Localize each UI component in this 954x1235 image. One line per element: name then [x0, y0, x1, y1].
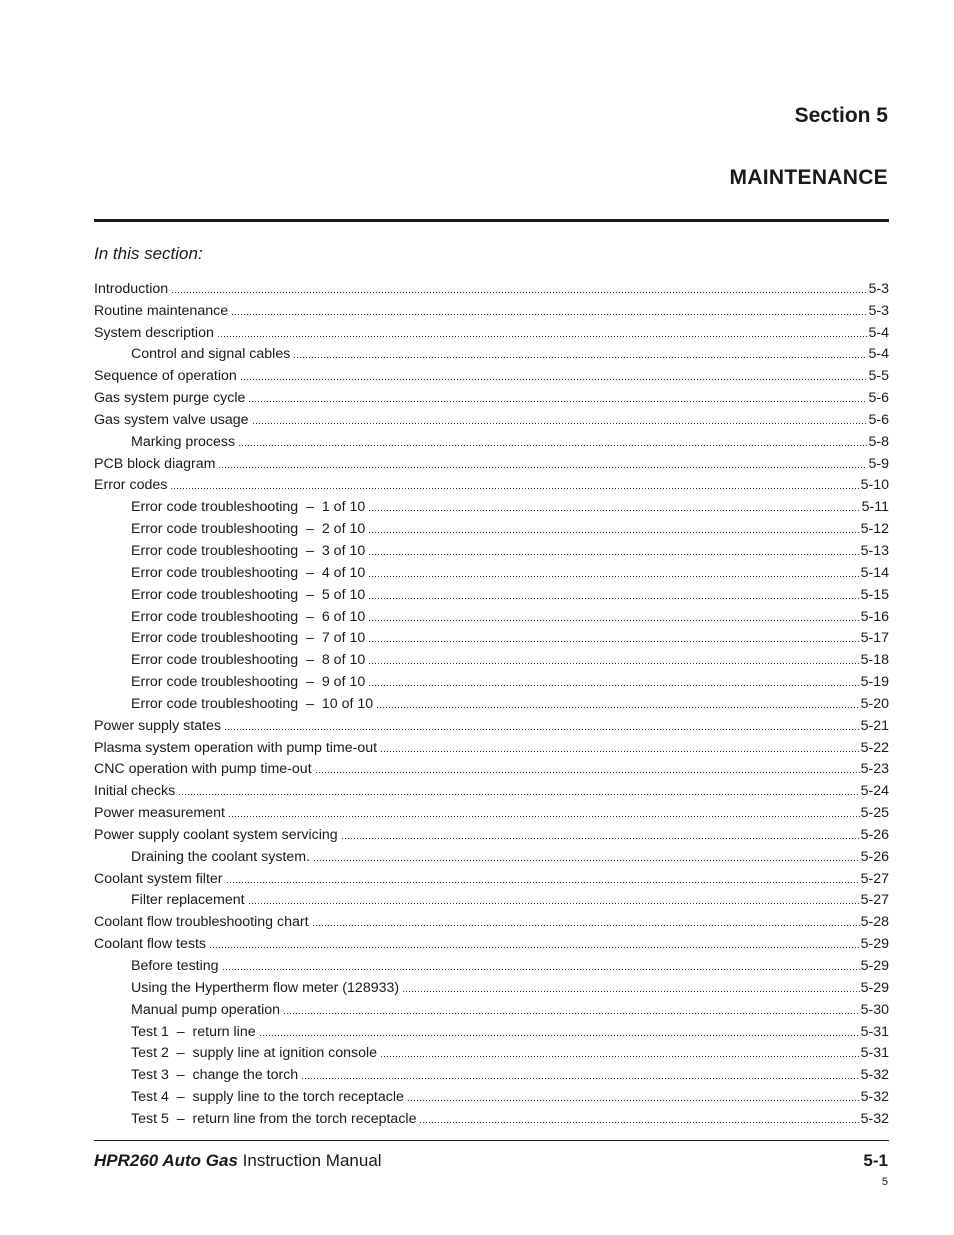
toc-entry-page: 5-13 — [860, 542, 889, 559]
dot-leader — [218, 455, 867, 469]
toc-entry-title: Error code troubleshooting – 10 of 10 — [131, 695, 374, 712]
dot-leader — [380, 1044, 860, 1058]
dot-leader — [252, 411, 868, 425]
footer-page-ref: 5-1 — [863, 1151, 888, 1170]
dot-leader — [419, 1110, 859, 1124]
toc-entry[interactable] — [94, 494, 889, 516]
toc-entry[interactable] — [94, 1062, 889, 1084]
toc-entry-title: Test 3 – change the torch — [131, 1067, 299, 1084]
toc-entry[interactable] — [94, 975, 889, 997]
toc-entry-page: 5-18 — [860, 652, 889, 669]
dot-leader — [402, 979, 859, 993]
toc-entry[interactable] — [94, 582, 889, 604]
dot-leader — [224, 717, 860, 731]
toc-entry[interactable] — [94, 669, 889, 691]
dot-leader — [293, 345, 867, 359]
toc-entry-page: 5-14 — [860, 564, 889, 581]
toc-entry-title: Error code troubleshooting – 1 of 10 — [131, 499, 366, 516]
dot-leader — [226, 870, 860, 884]
table-of-contents — [94, 276, 889, 1128]
toc-entry-title: Test 2 – supply line at ignition console — [131, 1045, 378, 1062]
toc-entry-title: Error code troubleshooting – 9 of 10 — [131, 674, 366, 691]
toc-entry-title: Error code troubleshooting – 6 of 10 — [131, 608, 366, 625]
dot-leader — [217, 324, 868, 338]
toc-entry[interactable] — [94, 320, 889, 342]
toc-entry-page: 5-10 — [860, 477, 889, 494]
toc-entry-page: 5-32 — [860, 1067, 889, 1084]
toc-entry[interactable] — [94, 473, 889, 495]
toc-entry-page: 5-29 — [860, 936, 889, 953]
toc-entry-page: 5-32 — [860, 1089, 889, 1106]
dot-leader — [301, 1066, 859, 1080]
toc-entry[interactable] — [94, 407, 889, 429]
toc-entry[interactable] — [94, 735, 889, 757]
toc-entry-title: CNC operation with pump time-out — [94, 761, 312, 778]
toc-entry[interactable] — [94, 626, 889, 648]
toc-entry-page: 5-26 — [860, 826, 889, 843]
toc-entry-page: 5-25 — [860, 805, 889, 822]
toc-entry-title: Test 4 – supply line to the torch receptacle — [131, 1089, 404, 1106]
toc-entry-page: 5-23 — [860, 761, 889, 778]
intro-label: In this section: — [94, 244, 203, 263]
toc-entry[interactable] — [94, 647, 889, 669]
toc-entry[interactable] — [94, 451, 889, 473]
toc-entry-page: 5-17 — [860, 630, 889, 647]
dot-leader — [248, 891, 860, 905]
toc-entry[interactable] — [94, 1041, 889, 1063]
toc-entry-title: Control and signal cables — [131, 346, 291, 363]
toc-entry-page: 5-32 — [860, 1110, 889, 1127]
dot-leader — [171, 280, 867, 294]
toc-entry[interactable] — [94, 1019, 889, 1041]
toc-entry[interactable] — [94, 822, 889, 844]
dot-leader — [368, 542, 859, 556]
dot-leader — [312, 913, 860, 927]
toc-entry-title: PCB block diagram — [94, 455, 216, 472]
toc-entry[interactable] — [94, 997, 889, 1019]
dot-leader — [376, 695, 859, 709]
dot-leader — [228, 804, 860, 818]
dot-leader — [341, 826, 860, 840]
dot-leader — [209, 935, 860, 949]
dot-leader — [368, 608, 859, 622]
dot-leader — [407, 1088, 860, 1102]
toc-entry-title: Draining the coolant system. — [131, 848, 311, 865]
toc-entry[interactable] — [94, 953, 889, 975]
toc-entry[interactable] — [94, 866, 889, 888]
toc-entry-title: System description — [94, 324, 214, 341]
dot-leader — [368, 498, 860, 512]
dot-leader — [231, 302, 867, 316]
toc-entry-page: 5-27 — [860, 892, 889, 909]
header-rule — [94, 219, 889, 222]
toc-entry-page: 5-4 — [868, 346, 889, 363]
dot-leader — [368, 629, 859, 643]
toc-entry[interactable] — [94, 1106, 889, 1128]
toc-entry-title: Manual pump operation — [131, 1001, 281, 1018]
toc-entry[interactable] — [94, 363, 889, 385]
toc-entry-title: Error code troubleshooting – 3 of 10 — [131, 542, 366, 559]
dot-leader — [368, 564, 859, 578]
toc-entry-page: 5-20 — [860, 695, 889, 712]
toc-entry-page: 5-4 — [868, 324, 889, 341]
toc-entry-title: Power measurement — [94, 805, 225, 822]
toc-entry-title: Test 5 – return line from the torch receptacle — [131, 1110, 417, 1127]
toc-entry[interactable] — [94, 538, 889, 560]
dot-leader — [313, 848, 860, 862]
toc-entry-title: Routine maintenance — [94, 302, 229, 319]
toc-entry-title: Before testing — [131, 958, 219, 974]
dot-leader — [368, 520, 859, 534]
toc-entry-title: Gas system purge cycle — [94, 390, 246, 407]
toc-entry-page: 5-12 — [860, 521, 889, 538]
toc-entry-title: Coolant system filter — [94, 870, 223, 887]
page-number: 5 — [881, 1176, 888, 1188]
toc-entry-page: 5-26 — [860, 848, 889, 865]
toc-entry-title: Using the Hypertherm flow meter (128933) — [131, 979, 400, 996]
toc-entry[interactable] — [94, 888, 889, 910]
toc-entry[interactable] — [94, 298, 889, 320]
dot-leader — [238, 433, 867, 447]
dot-leader — [315, 760, 860, 774]
product-name: HPR260 Auto Gas — [94, 1151, 238, 1170]
toc-entry[interactable] — [94, 276, 889, 298]
section-number: Section 5 — [794, 104, 888, 127]
toc-entry[interactable] — [94, 604, 889, 626]
toc-entry-title: Error code troubleshooting – 8 of 10 — [131, 652, 366, 669]
toc-entry-page: 5-15 — [860, 586, 889, 603]
toc-entry[interactable] — [94, 516, 889, 538]
toc-entry-page: 5-16 — [860, 608, 889, 625]
toc-entry-title: Filter replacement — [131, 892, 245, 909]
toc-entry[interactable] — [94, 385, 889, 407]
toc-entry-title: Error code troubleshooting – 4 of 10 — [131, 564, 366, 581]
toc-entry-title: Marking process — [131, 433, 236, 450]
toc-entry-title: Power supply coolant system servicing — [94, 826, 338, 843]
toc-entry[interactable] — [94, 800, 889, 822]
dot-leader — [240, 367, 868, 381]
toc-entry-title: Introduction — [94, 280, 169, 297]
toc-entry-page: 5-5 — [868, 368, 889, 385]
dot-leader — [380, 739, 860, 753]
dot-leader — [368, 651, 859, 665]
toc-entry[interactable] — [94, 757, 889, 779]
toc-entry-title: Gas system valve usage — [94, 411, 249, 428]
toc-entry-title: Test 1 – return line — [131, 1023, 256, 1040]
toc-entry-page: 5-31 — [860, 1023, 889, 1040]
toc-entry-title: Plasma system operation with pump time-out — [94, 739, 378, 756]
toc-entry-page: 5-9 — [868, 455, 889, 472]
dot-leader — [170, 476, 859, 490]
toc-entry[interactable] — [94, 931, 889, 953]
toc-entry-page: 5-11 — [861, 499, 889, 516]
toc-entry[interactable] — [94, 691, 889, 713]
toc-entry-title: Error code troubleshooting – 5 of 10 — [131, 586, 366, 603]
toc-entry[interactable] — [94, 342, 889, 364]
dot-leader — [283, 1001, 860, 1015]
dot-leader — [222, 957, 860, 971]
toc-entry-page: 5-3 — [868, 302, 889, 319]
footer-title — [94, 1151, 382, 1171]
toc-entry-page: 5-31 — [860, 1045, 889, 1062]
toc-entry-title: Coolant flow troubleshooting chart — [94, 914, 309, 931]
dot-leader — [178, 782, 859, 796]
toc-entry-page: 5-6 — [868, 390, 889, 407]
toc-entry-title: Sequence of operation — [94, 368, 237, 385]
toc-entry-page: 5-28 — [860, 914, 889, 931]
toc-entry-title: Error code troubleshooting – 2 of 10 — [131, 521, 366, 538]
toc-entry[interactable] — [94, 1084, 889, 1106]
dot-leader — [368, 673, 859, 687]
manual-label: Instruction Manual — [237, 1151, 382, 1170]
toc-entry-page: 5-29 — [860, 958, 889, 974]
toc-entry-title: Power supply states — [94, 717, 221, 734]
toc-entry-page: 5-3 — [868, 280, 889, 297]
toc-entry-title: Initial checks — [94, 783, 176, 800]
toc-entry-page: 5-8 — [868, 433, 889, 450]
toc-entry-page: 5-19 — [860, 674, 889, 691]
toc-entry[interactable] — [94, 713, 889, 735]
section-title: MAINTENANCE — [729, 166, 888, 189]
toc-entry-title: Error code troubleshooting – 7 of 10 — [131, 630, 366, 647]
footer-rule — [94, 1140, 889, 1141]
toc-entry[interactable] — [94, 429, 889, 451]
toc-entry-title: Error codes — [94, 477, 168, 494]
dot-leader — [368, 586, 859, 600]
dot-leader — [248, 389, 867, 403]
toc-entry[interactable] — [94, 560, 889, 582]
toc-entry-page: 5-29 — [860, 979, 889, 996]
toc-entry-page: 5-22 — [860, 739, 889, 756]
toc-entry-page: 5-30 — [860, 1001, 889, 1018]
toc-entry-page: 5-24 — [860, 783, 889, 800]
toc-entry-page: 5-6 — [868, 411, 889, 428]
toc-entry[interactable] — [94, 778, 889, 800]
toc-entry[interactable] — [94, 909, 889, 931]
toc-entry[interactable] — [94, 844, 889, 866]
toc-entry-title: Coolant flow tests — [94, 936, 206, 953]
toc-entry-page: 5-21 — [860, 717, 889, 734]
dot-leader — [259, 1023, 860, 1037]
toc-entry-page: 5-27 — [860, 870, 889, 887]
